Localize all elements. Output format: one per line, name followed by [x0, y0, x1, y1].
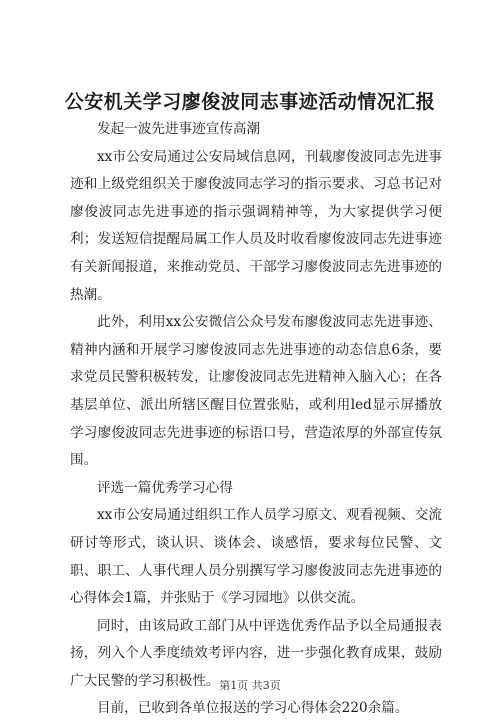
- paragraph-2: 此外，利用xx公安微信公众号发布廖俊波同志先进事迹、精神内涵和开展学习廖俊波同志先进事迹的动态信息6条，要求党员民警积极转发，让廖俊波同志先进精神入脑入心；在各基层单位、派出所辖区醒目位置张贴，或利用led显示屏播放学习廖俊波同志先进事迹的标语口号，营造浓厚的外部宣传氛围。: [70, 314, 442, 469]
- paragraph-5: 目前，已收到各单位报送的学习心得体会220余篇。: [97, 700, 409, 717]
- page-footer: 第1页 共3页: [219, 679, 281, 692]
- section-heading-1: 发起一波先进事迹宣传高潮: [97, 121, 261, 137]
- document-body: [70, 116, 442, 723]
- paragraph-4: 同时，由该局政工部门从中评选优秀作品予以全局通报表扬，列入个人季度绩效考评内容，进一步强化教育成果，鼓励广大民警的学习积极性。: [70, 617, 442, 689]
- paragraph-3: xx市公安局通过组织工作人员学习原文、观看视频、交流研讨等形式，谈认识、谈体会、谈感悟，要求每位民警、文职、职工、人事代理人员分别撰写学习廖俊波同志先进事迹的心得体会1篇，并张贴于《学习园地》以供交流。: [70, 507, 442, 607]
- document-title: 公安机关学习廖俊波同志事迹活动情况汇报: [64, 91, 436, 113]
- paragraph-1: xx市公安局通过公安局域信息网，刊载廖俊波同志先进事迹和上级党组织关于廖俊波同志学习的指示要求、习总书记对廖俊波同志先进事迹的指示强调精神等，为大家提供学习便利；发送短信提醒局属工作人员及时收看廖俊波同志先进事迹有关新闻报道，来推动党员、干部学习廖俊波同志先进事迹的热潮。: [70, 148, 442, 303]
- section-heading-2: 评选一篇优秀学习心得: [97, 479, 233, 496]
